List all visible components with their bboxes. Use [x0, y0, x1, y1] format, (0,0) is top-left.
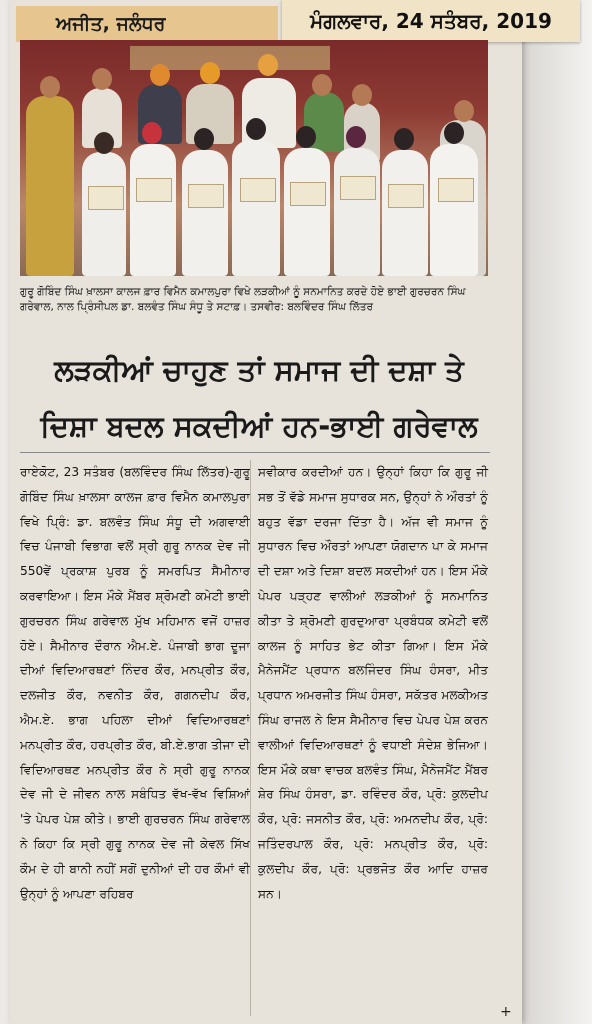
certificate	[290, 182, 326, 206]
person-head	[150, 64, 170, 86]
article-column-2	[258, 460, 488, 906]
news-photo	[20, 40, 488, 276]
certificate	[438, 178, 474, 202]
photo-caption	[20, 285, 490, 315]
divider	[20, 452, 490, 453]
student	[284, 148, 330, 276]
photo-credit: ਤਸਵੀਰ: ਬਲਵਿੰਦਰ ਸਿੰਘ ਲਿੱਤਰ	[250, 301, 374, 313]
student-head	[94, 132, 114, 154]
student	[382, 150, 428, 276]
student-head	[346, 126, 366, 148]
column-divider	[250, 460, 251, 1016]
student	[334, 148, 380, 276]
person	[26, 96, 74, 276]
student-head	[296, 126, 316, 148]
student-head	[246, 118, 266, 140]
headline-line-1: ਲੜਕੀਆਂ ਚਾਹੁਣ ਤਾਂ ਸਮਾਜ ਦੀ ਦਸ਼ਾ ਤੇ	[54, 353, 464, 387]
student	[130, 144, 176, 276]
student-head	[444, 122, 464, 144]
person-head	[258, 54, 278, 76]
caption-text: ਗੁਰੂ ਗੋਬਿੰਦ ਸਿੰਘ ਖ਼ਾਲਸਾ ਕਾਲਜ ਫ਼ਾਰ ਵਿਮੈਨ ਕਮਾਲਪੁਰਾ ਵਿਖੇ ਲੜਕੀਆਂ ਨੂੰ ਸਨਮਾਨਿਤ ਕਰਦੇ ਹੋਏ ਭਾਈ ਗੁਰਚਰਨ ਸਿੰਘ ਗਰੇਵਾਲ, ਨਾਲ ਪ੍ਰਿੰਸੀਪਲ ਡਾ. ਬਲਵੰਤ ਸਿੰਘ ਸੰਧੂ ਤੇ ਸਟਾਫ਼।	[20, 286, 466, 313]
article-headline	[24, 342, 494, 454]
certificate	[136, 178, 172, 202]
certificate	[88, 186, 124, 210]
student	[430, 144, 478, 276]
article-text: ਰਾਏਕੋਟ, 23 ਸਤੰਬਰ (ਬਲਵਿੰਦਰ ਸਿੰਘ ਲਿੱਤਰ)-ਗੁਰੂ ਗੋਬਿੰਦ ਸਿੰਘ ਖ਼ਾਲਸਾ ਕਾਲਜ ਫ਼ਾਰ ਵਿਮੈਨ ਕਮਾਲਪੁਰਾ ਵਿਖੇ ਪ੍ਰਿੰ: ਡਾ. ਬਲਵੰਤ ਸਿੰਘ ਸੰਧੂ ਦੀ ਅਗਵਾਈ ਵਿਚ ਪੰਜਾਬੀ ਵਿਭਾਗ ਵਲੋਂ ਸ੍ਰੀ ਗੁਰੂ ਨਾਨਕ ਦੇਵ ਜੀ 550ਵੇਂ ਪ੍ਰਕਾਸ਼ ਪੁਰਬ ਨੂੰ ਸਮਰਪਿਤ ਸੈਮੀਨਾਰ ਕਰਵਾਇਆ। ਇਸ ਮੌਕੇ ਮੈਂਬਰ ਸ਼੍ਰੋਮਣੀ ਕਮੇਟੀ ਭਾਈ ਗੁਰਚਰਨ ਸਿੰਘ ਗਰੇਵਾਲ ਮੁੱਖ ਮਹਿਮਾਨ ਵਜੋਂ ਹਾਜ਼ਰ ਹੋਏ। ਸੈਮੀਨਾਰ ਦੌਰਾਨ ਐਮ.ਏ. ਪੰਜਾਬੀ ਭਾਗ ਦੂਜਾ ਦੀਆਂ ਵਿਦਿਆਰਥਣਾਂ ਨਿੰਦਰ ਕੌਰ, ਮਨਪ੍ਰੀਤ ਕੌਰ, ਦਲਜੀਤ ਕੌਰ, ਨਵਨੀਤ ਕੌਰ, ਗਗਨਦੀਪ ਕੌਰ, ਐਮ.ਏ. ਭਾਗ ਪਹਿਲਾ ਦੀਆਂ ਵਿਦਿਆਰਥਣਾਂ ਮਨਪ੍ਰੀਤ ਕੌਰ, ਹਰਪ੍ਰੀਤ ਕੌਰ, ਬੀ.ਏ.ਭਾਗ ਤੀਜਾ ਦੀ ਵਿਦਿਆਰਥਣ ਮਨਪ੍ਰੀਤ ਕੌਰ ਨੇ ਸ੍ਰੀ ਗੁਰੂ ਨਾਨਕ ਦੇਵ ਜੀ ਦੇ ਜੀਵਨ ਨਾਲ ਸਬੰਧਿਤ ਵੱਖ-ਵੱਖ ਵਿਸ਼ਿਆਂ 'ਤੇ ਪੇਪਰ ਪੇਸ਼ ਕੀਤੇ। ਭਾਈ ਗੁਰਚਰਨ ਸਿੰਘ ਗਰੇਵਾਲ ਨੇ ਕਿਹਾ ਕਿ ਸ੍ਰੀ ਗੁਰੂ ਨਾਨਕ ਦੇਵ ਜੀ ਕੇਵਲ ਸਿੱਖ ਕੌਮ ਦੇ ਹੀ ਬਾਨੀ ਨਹੀਂ ਸਗੋਂ ਦੁਨੀਆਂ ਦੀ ਹਰ ਕੌਮਾਂ ਵੀ ਉਨ੍ਹਾਂ ਨੂੰ ਆਪਣਾ ਰਹਿਬਰ	[20, 465, 250, 901]
person-head	[312, 74, 332, 96]
newspaper-name: ਅਜੀਤ, ਜਲੰਧਰ	[16, 6, 278, 42]
student-head	[394, 128, 414, 150]
article-text: ਸਵੀਕਾਰ ਕਰਦੀਆਂ ਹਨ। ਉਨ੍ਹਾਂ ਕਿਹਾ ਕਿ ਗੁਰੂ ਜੀ ਸਭ ਤੋਂ ਵੱਡੇ ਸਮਾਜ ਸੁਧਾਰਕ ਸਨ, ਉਨ੍ਹਾਂ ਨੇ ਔਰਤਾਂ ਨੂੰ ਬਹੁਤ ਵੱਡਾ ਦਰਜਾ ਦਿੱਤਾ ਹੈ। ਅੱਜ ਵੀ ਸਮਾਜ ਨੂੰ ਸੁਧਾਰਨ ਵਿਚ ਔਰਤਾਂ ਆਪਣਾ ਯੋਗਦਾਨ ਪਾ ਕੇ ਸਮਾਜ ਦੀ ਦਸ਼ਾ ਅਤੇ ਦਿਸ਼ਾ ਬਦਲ ਸਕਦੀਆਂ ਹਨ। ਇਸ ਮੌਕੇ ਪੇਪਰ ਪੜ੍ਹਣ ਵਾਲੀਆਂ ਲੜਕੀਆਂ ਨੂੰ ਸਨਮਾਨਿਤ ਕੀਤਾ ਤੇ ਸ਼੍ਰੋਮਣੀ ਗੁਰਦੁਆਰਾ ਪ੍ਰਬੰਧਕ ਕਮੇਟੀ ਵਲੋਂ ਕਾਲਜ ਨੂੰ ਸਾਹਿਤ ਭੇਟ ਕੀਤਾ ਗਿਆ। ਇਸ ਮੌਕੇ ਮੈਨੇਜਮੈਂਟ ਪ੍ਰਧਾਨ ਬਲਜਿੰਦਰ ਸਿੰਘ ਹੰਸਰਾ, ਮੀਤ ਪ੍ਰਧਾਨ ਅਮਰਜੀਤ ਸਿੰਘ ਹੰਸਰਾ, ਸਕੱਤਰ ਮਲਕੀਅਤ ਸਿੰਘ ਰਾਜਲ ਨੇ ਇਸ ਸੈਮੀਨਾਰ ਵਿਚ ਪੇਪਰ ਪੇਸ਼ ਕਰਨ ਵਾਲੀਆਂ ਵਿਦਿਆਰਥਣਾਂ ਨੂੰ ਵਧਾਈ ਸੰਦੇਸ਼ ਭੇਜਿਆ। ਇਸ ਮੌਕੇ ਕਥਾ ਵਾਚਕ ਬਲਵੰਤ ਸਿੰਘ, ਮੈਨੇਜਮੈਂਟ ਮੈਂਬਰ ਸ਼ੇਰ ਸਿੰਘ ਹੰਸਰਾ, ਡਾ. ਰਵਿੰਦਰ ਕੌਰ, ਪ੍ਰੋ: ਕੁਲਦੀਪ ਕੌਰ, ਪ੍ਰੋ: ਜਸਨੀਤ ਕੌਰ, ਪ੍ਰੋ: ਅਮਨਦੀਪ ਕੌਰ, ਪ੍ਰੋ: ਜਤਿੰਦਰਪਾਲ ਕੌਰ, ਪ੍ਰੋ: ਮਨਪ੍ਰੀਤ ਕੌਰ, ਪ੍ਰੋ: ਕੁਲਦੀਪ ਕੌਰ, ਪ੍ਰੋ: ਪ੍ਰਭਜੋਤ ਕੌਰ ਆਦਿ ਹਾਜ਼ਰ ਸਨ।	[258, 465, 488, 901]
student	[182, 150, 228, 276]
certificate	[240, 178, 276, 202]
certificate	[188, 184, 224, 208]
adjacent-page	[522, 0, 592, 1024]
student-head	[142, 122, 162, 144]
certificate	[340, 176, 376, 200]
student	[82, 152, 126, 276]
student	[232, 140, 280, 276]
student-head	[194, 128, 214, 150]
article-column-1	[20, 460, 250, 906]
person-head	[92, 68, 112, 90]
issue-date: ਮੰਗਲਵਾਰ, 24 ਸਤੰਬਰ, 2019	[282, 0, 580, 42]
person-head	[200, 62, 220, 84]
headline-line-2: ਦਿਸ਼ਾ ਬਦਲ ਸਕਦੀਆਂ ਹਨ-ਭਾਈ ਗਰੇਵਾਲ	[40, 409, 478, 443]
end-mark: +	[500, 1004, 512, 1020]
person-head	[352, 84, 372, 106]
certificate	[388, 184, 424, 208]
person-head	[454, 100, 474, 122]
person-head	[40, 76, 60, 98]
